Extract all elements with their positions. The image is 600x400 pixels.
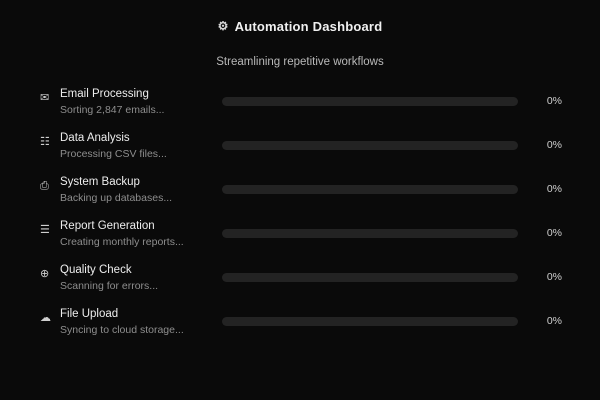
progress-bar [222, 317, 518, 326]
progress-bar [222, 185, 518, 194]
progress-wrap [222, 305, 562, 326]
list-item[interactable] [40, 129, 562, 173]
task-status: Processing CSV files... [60, 148, 167, 160]
task-status: Creating monthly reports... [60, 236, 184, 248]
task-name: Report Generation [60, 220, 155, 232]
progress-percent: 0% [546, 315, 562, 327]
task-text-group [60, 129, 222, 161]
progress-percent: 0% [546, 271, 562, 283]
task-text-group [60, 305, 222, 337]
task-text-group [60, 261, 222, 293]
document-icon: ☰ [40, 224, 50, 236]
progress-percent: 0% [546, 95, 562, 107]
progress-wrap [222, 85, 562, 106]
page-subtitle: Streamlining repetitive workflows [216, 56, 384, 68]
task-name: Quality Check [60, 264, 132, 276]
progress-wrap [222, 261, 562, 282]
list-item[interactable] [40, 305, 562, 349]
magnifier-icon: ⊕ [40, 268, 50, 280]
task-name: File Upload [60, 308, 119, 320]
task-text-group [60, 217, 222, 249]
envelope-icon: ✉ [40, 92, 50, 104]
robot-icon: ⚙ [217, 19, 229, 33]
task-name: System Backup [60, 176, 140, 188]
progress-percent: 0% [546, 183, 562, 195]
progress-bar [222, 97, 518, 106]
chart-icon: ☷ [40, 136, 50, 148]
task-list [0, 85, 600, 349]
progress-bar [222, 273, 518, 282]
progress-wrap [222, 173, 562, 194]
progress-bar [222, 229, 518, 238]
task-status: Syncing to cloud storage... [60, 324, 184, 336]
task-text-group [60, 173, 222, 205]
task-status: Scanning for errors... [60, 280, 159, 292]
progress-percent: 0% [546, 227, 562, 239]
progress-percent: 0% [546, 139, 562, 151]
task-name: Data Analysis [60, 132, 130, 144]
task-status: Backing up databases... [60, 192, 173, 204]
progress-wrap [222, 217, 562, 238]
page-title [218, 19, 383, 34]
task-status: Sorting 2,847 emails... [60, 104, 165, 116]
progress-wrap [222, 129, 562, 150]
list-item[interactable] [40, 217, 562, 261]
task-name: Email Processing [60, 88, 149, 100]
task-text-group [60, 85, 222, 117]
page-title-text: Automation Dashboard [234, 18, 383, 34]
list-item[interactable] [40, 261, 562, 305]
list-item[interactable] [40, 85, 562, 129]
dashboard-header [0, 0, 600, 68]
list-item[interactable] [40, 173, 562, 217]
cloud-upload-icon: ☁ [40, 312, 51, 324]
floppy-icon: ⎙ [40, 180, 49, 192]
progress-bar [222, 141, 518, 150]
